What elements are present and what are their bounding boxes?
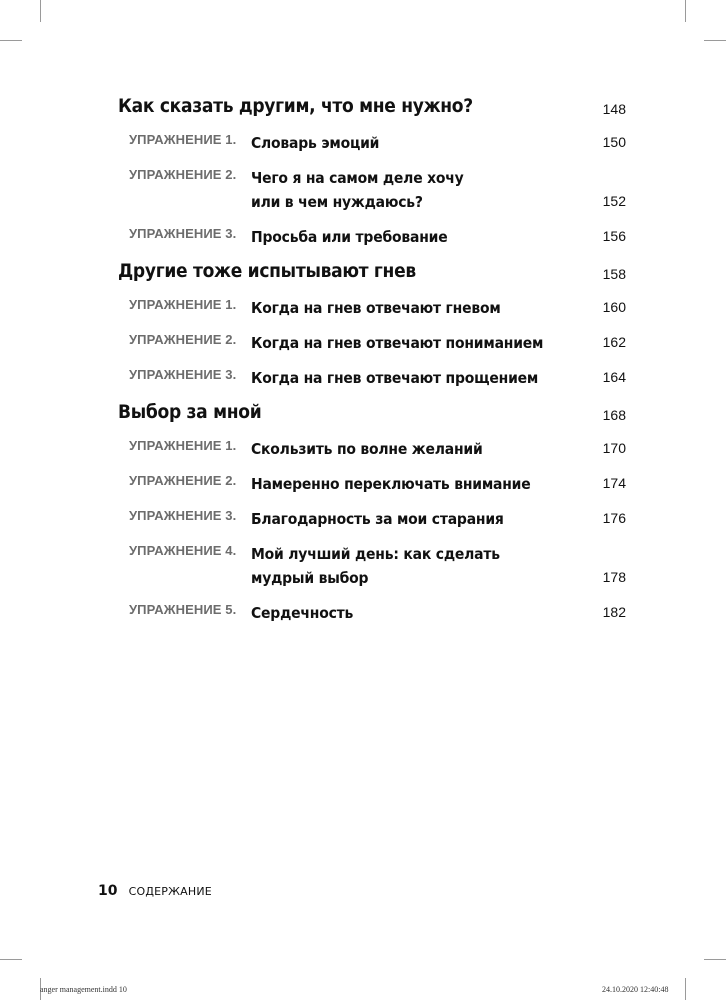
exercise-label: УПРАЖНЕНИЕ 3.: [129, 226, 237, 241]
entry-title-line: Словарь эмоций: [251, 134, 380, 152]
crop-mark: [685, 0, 686, 22]
exercise-label: УПРАЖНЕНИЕ 4.: [129, 543, 237, 558]
entry-title-line: Мой лучший день: как сделать: [251, 545, 500, 563]
exercise-label: УПРАЖНЕНИЕ 2.: [129, 167, 237, 182]
exercise-label: УПРАЖНЕНИЕ 2.: [129, 473, 237, 488]
toc-entry: [129, 329, 628, 353]
toc-section-heading: [118, 258, 628, 288]
toc-entry: [129, 470, 628, 494]
crop-mark: [685, 978, 686, 1000]
exercise-title: [251, 366, 581, 390]
toc-entry: [129, 505, 628, 529]
table-of-contents: [118, 93, 628, 634]
exercise-title: [251, 131, 581, 155]
exercise-label: УПРАЖНЕНИЕ 3.: [129, 508, 237, 523]
toc-entry: [129, 223, 628, 247]
exercise-title: [251, 507, 581, 531]
section-title: Как сказать другим, что мне нужно?: [118, 95, 473, 117]
page-number: 10: [98, 883, 118, 899]
exercise-title: [251, 542, 581, 590]
exercise-title: [251, 166, 581, 214]
section-title: Выбор за мной: [118, 401, 262, 423]
entry-title-line: Скользить по волне желаний: [251, 440, 483, 458]
crop-mark: [40, 0, 41, 22]
section-page-number: 148: [602, 101, 626, 117]
entry-page-number: 178: [602, 569, 626, 585]
section-page-number: 168: [602, 407, 626, 423]
entry-page-number: 182: [602, 604, 626, 620]
exercise-title: [251, 296, 581, 320]
section-title: Другие тоже испытывают гнев: [118, 260, 416, 282]
entry-title-line: Намеренно переключать внимание: [251, 475, 531, 493]
entry-title-line: Когда на гнев отвечают гневом: [251, 299, 501, 317]
entry-title-line: Чего я на самом деле хочу: [251, 169, 464, 187]
toc-entry: [129, 435, 628, 459]
slug-timestamp: 24.10.2020 12:40:48: [602, 985, 669, 994]
exercise-label: УПРАЖНЕНИЕ 1.: [129, 297, 237, 312]
exercise-label: УПРАЖНЕНИЕ 3.: [129, 367, 237, 382]
toc-section-heading: [118, 93, 628, 123]
entry-page-number: 160: [602, 299, 626, 315]
entry-title-line: Сердечность: [251, 604, 354, 622]
toc-entry: [129, 540, 628, 588]
entry-title-line: Когда на гнев отвечают прощением: [251, 369, 539, 387]
toc-entry: [129, 599, 628, 623]
exercise-label: УПРАЖНЕНИЕ 2.: [129, 332, 237, 347]
exercise-title: [251, 601, 581, 625]
crop-mark: [704, 40, 726, 41]
toc-entry: [129, 364, 628, 388]
page-footer: [98, 880, 212, 899]
exercise-label: УПРАЖНЕНИЕ 1.: [129, 132, 237, 147]
toc-entry: [129, 294, 628, 318]
entry-title-line: Когда на гнев отвечают пониманием: [251, 334, 544, 352]
entry-page-number: 156: [602, 228, 626, 244]
entry-title-line: Просьба или требование: [251, 228, 448, 246]
exercise-label: УПРАЖНЕНИЕ 1.: [129, 438, 237, 453]
toc-section-heading: [118, 399, 628, 429]
crop-mark: [0, 959, 22, 960]
entry-page-number: 152: [602, 193, 626, 209]
entry-title-line: Благодарность за мои старания: [251, 510, 504, 528]
slug-file: anger management.indd 10: [40, 985, 127, 994]
exercise-label: УПРАЖНЕНИЕ 5.: [129, 602, 237, 617]
crop-mark: [704, 959, 726, 960]
entry-page-number: 170: [602, 440, 626, 456]
entry-title-line: мудрый выбор: [251, 569, 369, 587]
exercise-title: [251, 472, 581, 496]
toc-entry: [129, 129, 628, 153]
entry-page-number: 164: [602, 369, 626, 385]
toc-entry: [129, 164, 628, 212]
entry-page-number: 150: [602, 134, 626, 150]
entry-title-line: или в чем нуждаюсь?: [251, 193, 423, 211]
crop-mark: [0, 40, 22, 41]
exercise-title: [251, 331, 581, 355]
exercise-title: [251, 437, 581, 461]
entry-page-number: 174: [602, 475, 626, 491]
exercise-title: [251, 225, 581, 249]
entry-page-number: 162: [602, 334, 626, 350]
running-head: СОДЕРЖАНИЕ: [128, 885, 212, 898]
entry-page-number: 176: [602, 510, 626, 526]
section-page-number: 158: [602, 266, 626, 282]
